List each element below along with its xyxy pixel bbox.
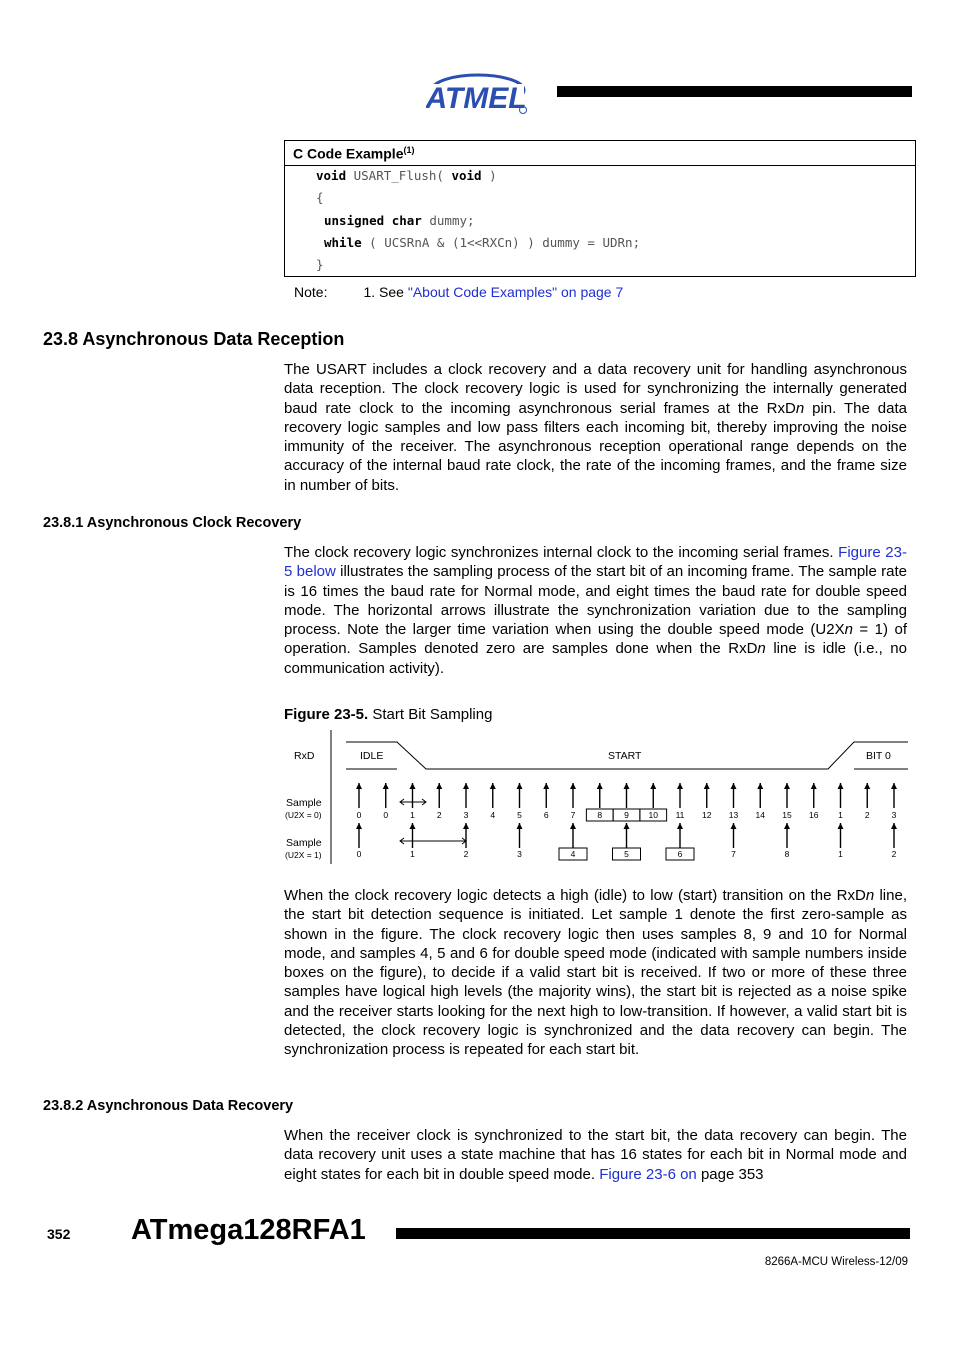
figure-title: Figure 23-5. Start Bit Sampling (284, 706, 493, 723)
code-example-heading: C Code Example (293, 145, 404, 162)
sample-arrowhead (517, 783, 523, 789)
sample-arrowhead (838, 823, 844, 829)
sample-number: 3 (463, 810, 469, 820)
sample-arrowhead (490, 783, 496, 789)
sample-number: 11 (675, 810, 685, 820)
sample-arrowhead (543, 783, 549, 789)
sample-number: 7 (570, 810, 576, 820)
sample-arrowhead (463, 783, 469, 789)
sample-arrowhead (570, 783, 576, 789)
sample-arrowhead (597, 783, 603, 789)
paragraph: When the clock recovery logic detects a high (idle) to low (start) transition on the RxDn line, the start bit detection sequence is initiated. Let sample 1 denote the first zero-sample as shown in the figure. The clock recovery logic then uses samples 8, 9 and 10 for Normal mode, and samples 4, 5 and 6 for double speed mode (indicated with sample numbers inside boxes on the figure), to decide if a valid start bit is received. If two or more of these three samples have logical high levels (the majority wins), the start bit is rejected as a noise spike and the receiver starts looking for the next high to low-transition. If however, a valid start bit is detected, the clock recovery logic is synchronized and the data recovery can begin. The synchronization process is repeated for each start bit. (284, 887, 907, 1059)
sample-number: 4 (490, 810, 496, 820)
paragraph: The clock recovery logic synchronizes internal clock to the incoming serial frames. Figure 23-5 below illustrates the sampling process of the start bit of an incoming frame. The sample rate is 16 times the baud rate for Normal mode, and eight times the baud rate for double speed mode. The horizontal arrows illustrate the synchronization variation due to the sampling process. Note the larger time variation when using the double speed mode (U2Xn = 1) of operation. Samples denoted zero are samples done when the RxDn line is idle (i.e., no communication activity). (284, 544, 907, 677)
sample-number: 5 (624, 849, 629, 859)
idle-label: IDLE (360, 750, 384, 762)
sample-number: 10 (648, 810, 658, 820)
sample-number: 5 (517, 810, 522, 820)
about-code-examples-link[interactable]: "About Code Examples" on page 7 (407, 284, 624, 300)
sample-arrowhead (356, 783, 362, 789)
sample-arrowhead (383, 783, 389, 789)
rxd-label: RxD (294, 750, 315, 762)
footer-bar (396, 1228, 910, 1239)
sample-number: 1 (838, 810, 843, 820)
page-number: 352 (47, 1226, 71, 1242)
sample-label: Sample (286, 837, 322, 849)
section-title: 23.8 Asynchronous Data Reception (43, 329, 345, 349)
bit0-label: BIT 0 (866, 750, 891, 762)
code-line: { (316, 190, 324, 205)
atmel-logo (426, 68, 530, 116)
paragraph: The USART includes a clock recovery and a data recovery unit for handling asynchronous data reception. The clock recovery logic is used for synchronizing the internally generated baud rate clock to the incoming asynchronous serial frames at the RxDn pin. The data recovery logic samples and low pass filters each incoming bit, thereby improving the noise immunity of the receiver. The asynchronous reception operational range depends on the accuracy of the internal baud rate clock, the rate of the incoming frames, and the frame size in number of bits. (284, 361, 907, 494)
sample-number: 4 (570, 849, 576, 859)
code-line: } (316, 257, 324, 272)
note-number: 1. See (363, 284, 408, 300)
subsection-title: 23.8.1 Asynchronous Clock Recovery (43, 515, 302, 531)
sample-number: 7 (731, 849, 736, 859)
sample-arrowhead (784, 823, 790, 829)
u2x1-label: (U2X = 1) (285, 850, 322, 860)
sample-arrowhead (436, 783, 442, 789)
sample-number: 3 (891, 810, 897, 820)
sample-arrowhead (864, 783, 870, 789)
start-bit-sampling-figure (280, 728, 920, 868)
sample-number: 1 (410, 849, 415, 859)
sample-number: 8 (784, 849, 790, 859)
sample-arrowhead (677, 783, 683, 789)
logo-text: ATMEL (426, 82, 527, 115)
sample-arrowhead (677, 823, 683, 829)
sample-number: 16 (809, 810, 819, 820)
sample-number: 1 (410, 810, 415, 820)
sample-arrowhead (517, 823, 523, 829)
code-footnote-mark: (1) (403, 145, 415, 155)
sync-arrow-double (400, 838, 466, 844)
sample-arrowhead (463, 823, 469, 829)
figure-23-5-link[interactable]: Figure 23-5 below (284, 544, 907, 581)
code-example-box (284, 140, 916, 277)
figure-23-6-link[interactable]: Figure 23-6 on (599, 1165, 697, 1183)
footer-title: ATmega128RFA1 (131, 1214, 366, 1246)
sample-number: 6 (543, 810, 549, 820)
paragraph: When the receiver clock is synchronized to the start bit, the data recovery can begin. The data recovery unit uses a state machine that has 16 states for each bit in Normal mode and eight states for each bit in double speed mode. Figure 23-6 on page 353 (284, 1127, 907, 1183)
u2x0-label: (U2X = 0) (285, 810, 322, 820)
sample-arrowhead (811, 783, 817, 789)
subsection-title: 23.8.2 Asynchronous Data Recovery (43, 1098, 294, 1114)
sample-arrowhead (410, 783, 416, 789)
document-revision: 8266A-MCU Wireless-12/09 (764, 1256, 908, 1268)
sample-arrowhead (757, 783, 763, 789)
sample-arrowhead (570, 823, 576, 829)
code-line: void USART_Flush( void ) (316, 168, 497, 183)
sample-arrowhead (838, 783, 844, 789)
sample-number: 9 (624, 810, 629, 820)
start-label: START (608, 750, 642, 762)
sample-number: 12 (702, 810, 712, 820)
code-note (294, 284, 623, 300)
sample-arrowhead (624, 783, 630, 789)
sample-number: 0 (356, 849, 362, 859)
code-line: while ( UCSRnA & (1<<RXCn) ) dummy = UDRn; (324, 235, 641, 250)
sample-number: 13 (728, 810, 739, 820)
sample-arrowhead (891, 783, 897, 789)
sample-number: 2 (891, 849, 897, 859)
sample-arrowhead (731, 783, 737, 789)
note-label: Note: (294, 284, 328, 300)
sample-number: 0 (356, 810, 362, 820)
sample-arrowhead (410, 823, 416, 829)
sample-number: 2 (864, 810, 870, 820)
sample-arrowhead (731, 823, 737, 829)
sample-number: 2 (436, 810, 442, 820)
sample-number: 15 (782, 810, 792, 820)
sample-arrowhead (784, 783, 790, 789)
sample-number: 0 (383, 810, 389, 820)
sample-number: 6 (677, 849, 683, 859)
sample-number: 2 (463, 849, 469, 859)
sample-number: 1 (838, 849, 843, 859)
sample-number: 14 (755, 810, 765, 820)
code-line: unsigned char dummy; (324, 213, 475, 228)
sample-arrowhead (891, 823, 897, 829)
sample-number: 3 (517, 849, 522, 859)
header-bar (557, 86, 912, 97)
sample-arrowhead (356, 823, 362, 829)
sample-arrowhead (650, 783, 656, 789)
sample-arrowhead (704, 783, 710, 789)
sample-number: 8 (597, 810, 603, 820)
sample-label: Sample (286, 797, 322, 809)
sample-arrowhead (624, 823, 630, 829)
code-example-header (285, 141, 915, 166)
normal-sample-row (356, 783, 897, 821)
